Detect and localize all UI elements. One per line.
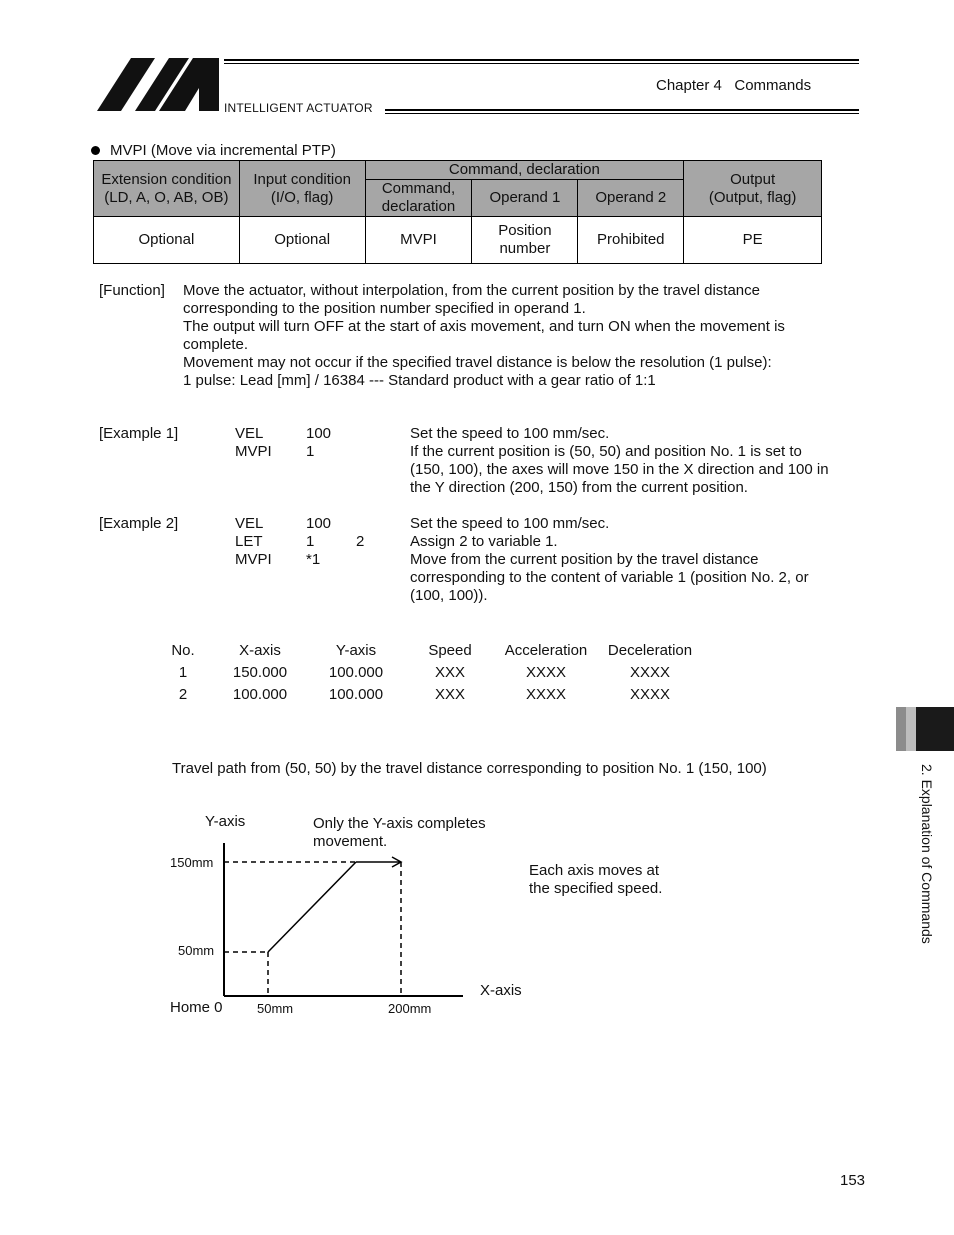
position-header: Speed <box>428 642 472 659</box>
example1-op1: 1 <box>306 443 315 460</box>
header-rule-top-thin <box>224 63 859 64</box>
position-cell: XXXX <box>629 686 671 703</box>
example1-label: [Example 1] <box>99 425 179 442</box>
y-tick-150mm: 150mm <box>170 855 214 870</box>
example1-cmd: VEL <box>235 425 264 442</box>
example2-op1: 100 <box>306 515 332 532</box>
example1-op1: 100 <box>306 425 332 442</box>
position-header: No. <box>171 642 195 659</box>
example2-desc: Move from the current position by the travel distance corresponding to the content of variable 1 (position No. 2, or (100, 100)). <box>410 551 809 604</box>
position-header: Acceleration <box>504 642 588 659</box>
x-tick-50mm: 50mm <box>257 1001 294 1016</box>
cell-input: Optional <box>239 217 365 264</box>
header-command: Command, declaration <box>365 180 472 217</box>
header-rule-bottom-thin <box>385 113 859 114</box>
cell-command: MVPI <box>365 217 472 264</box>
side-tab-block <box>906 707 916 751</box>
cell-operand1: Position number <box>472 217 578 264</box>
position-cell: XXX <box>434 664 465 681</box>
position-cell: XXXX <box>629 664 671 681</box>
side-tab-label: 2. Explanation of Commands <box>919 764 935 944</box>
logo <box>97 58 219 111</box>
example2-cmd: VEL <box>235 515 264 532</box>
header-operand2: Operand 2 <box>578 180 684 217</box>
function-line: corresponding to the position number specified in operand 1. <box>183 300 586 317</box>
example1-desc: Set the speed to 100 mm/sec. <box>410 425 610 442</box>
position-cell: 100.000 <box>232 686 288 703</box>
side-tab-block <box>896 707 906 751</box>
x-tick-200mm: 200mm <box>388 1001 432 1016</box>
side-tab-block <box>916 707 954 751</box>
section-heading: MVPI (Move via incremental PTP) <box>110 142 336 159</box>
example1-desc: If the current position is (50, 50) and position No. 1 is set to (150, 100), the axes will move 150 in the X direction and 100 in the Y direction (200, 150) from the current position. <box>410 443 829 496</box>
function-label: [Function] <box>99 282 165 299</box>
example2-op1: 1 <box>306 533 315 550</box>
example2-cmd: LET <box>235 533 263 550</box>
command-table <box>93 160 822 264</box>
position-cell: 2 <box>178 686 188 703</box>
brand-name: INTELLIGENT ACTUATOR <box>224 101 373 115</box>
function-line: Movement may not occur if the specified travel distance is below the resolution (1 pulse): <box>183 354 772 371</box>
header-rule-bottom <box>385 109 859 111</box>
page-number: 153 <box>840 1172 866 1189</box>
function-text <box>183 282 843 390</box>
note-right: Each axis moves at the specified speed. <box>529 862 663 897</box>
example2-desc: Assign 2 to variable 1. <box>410 533 558 550</box>
diagram-caption: Travel path from (50, 50) by the travel distance corresponding to position No. 1 (150, 100) <box>172 760 767 777</box>
cell-output: PE <box>684 217 822 264</box>
function-line: complete. <box>183 336 249 353</box>
example2-desc: Set the speed to 100 mm/sec. <box>410 515 610 532</box>
function-line: The output will turn OFF at the start of axis movement, and turn ON when the movement is <box>183 318 785 335</box>
example2-op1: *1 <box>306 551 321 568</box>
x-axis-label: X-axis <box>480 982 522 999</box>
bullet-icon <box>91 146 100 155</box>
position-cell: XXXX <box>525 686 567 703</box>
position-cell: 100.000 <box>328 686 384 703</box>
travel-path-diagram <box>160 805 680 1025</box>
chapter-title: Chapter 4 Commands <box>656 77 812 94</box>
cell-operand2: Prohibited <box>578 217 684 264</box>
position-cell: XXX <box>434 686 465 703</box>
function-line: Move the actuator, without interpolation, from the current position by the travel distance <box>183 282 760 299</box>
header-rule-top <box>224 59 859 61</box>
position-cell: 1 <box>178 664 188 681</box>
position-header: Y-axis <box>335 642 377 659</box>
y-axis-label: Y-axis <box>205 813 246 830</box>
header-extension-condition: Extension condition (LD, A, O, AB, OB) <box>94 161 240 217</box>
iai-logo-icon <box>97 58 219 111</box>
header-input-condition: Input condition (I/O, flag) <box>239 161 365 217</box>
header-operand1: Operand 1 <box>472 180 578 217</box>
function-line: 1 pulse: Lead [mm] / 16384 --- Standard product with a gear ratio of 1:1 <box>183 372 656 389</box>
travel-path-line <box>268 862 356 952</box>
header-output: Output (Output, flag) <box>684 161 822 217</box>
position-cell: 100.000 <box>328 664 384 681</box>
example2-label: [Example 2] <box>99 515 179 532</box>
home-label: Home 0 <box>170 999 223 1016</box>
note-top: Only the Y-axis completes movement. <box>313 815 486 850</box>
position-cell: 150.000 <box>232 664 288 681</box>
position-header: X-axis <box>239 642 281 659</box>
position-cell: XXXX <box>525 664 567 681</box>
position-header: Deceleration <box>607 642 693 659</box>
y-tick-50mm: 50mm <box>178 943 215 958</box>
header-command-group: Command, declaration <box>365 161 684 180</box>
example2-op2: 2 <box>356 533 365 550</box>
cell-extension: Optional <box>94 217 240 264</box>
example2-cmd: MVPI <box>235 551 272 568</box>
example1-cmd: MVPI <box>235 443 272 460</box>
